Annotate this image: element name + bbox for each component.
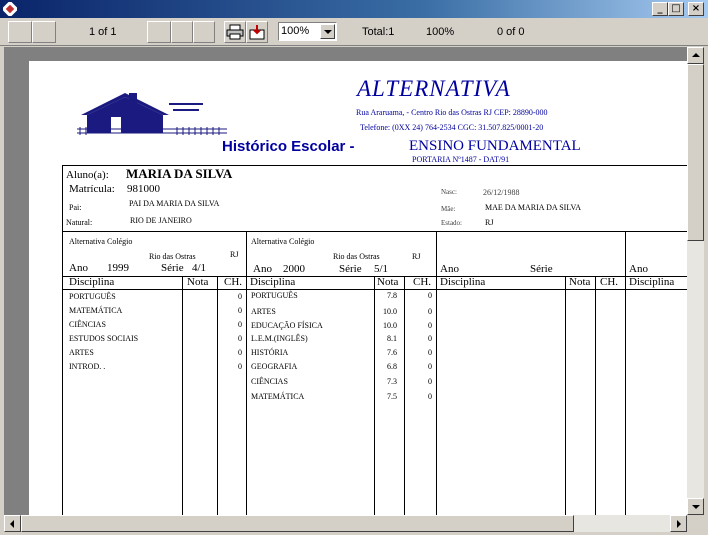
ch-header: CH.	[413, 276, 432, 288]
horizontal-scrollbar[interactable]	[4, 515, 687, 532]
subject-name: EDUCAÇÃO FÍSICA	[251, 321, 323, 330]
ano-label: Ano	[69, 262, 88, 274]
match-count: 0 of 0	[497, 26, 525, 38]
divider	[595, 276, 596, 515]
year-city: Rio das Ostras	[333, 252, 380, 261]
disciplina-header: Disciplina	[629, 276, 675, 288]
subject-ch: 0	[428, 321, 432, 330]
subject-name: INTROD. .	[69, 362, 106, 371]
subject-nota: 10.0	[383, 307, 397, 316]
subject-name: ARTES	[69, 348, 94, 357]
divider	[404, 276, 405, 515]
subject-name: MATEMÁTICA	[251, 392, 305, 401]
scroll-down-icon[interactable]	[687, 498, 704, 515]
house-logo	[77, 93, 227, 138]
pai-label: Pai:	[69, 203, 82, 212]
pai-value: PAI DA MARIA DA SILVA	[129, 199, 220, 208]
matricula-value: 981000	[127, 183, 160, 195]
subject-ch: 0	[428, 392, 432, 401]
scroll-corner	[687, 515, 704, 532]
divider	[62, 231, 687, 232]
horizontal-scroll-thumb[interactable]	[21, 515, 574, 532]
subject-nota: 8.1	[387, 334, 397, 343]
ano-label: Ano	[629, 263, 648, 275]
subject-name: ARTES	[251, 307, 276, 316]
nota-header: Nota	[187, 276, 209, 288]
stop-button[interactable]	[193, 21, 215, 43]
year-school: Alternativa Colégio	[251, 237, 315, 246]
total-label: Total:1	[362, 26, 395, 38]
subject-ch: 0	[428, 362, 432, 371]
close-button[interactable]	[688, 2, 704, 16]
divider	[374, 276, 375, 515]
report-preview	[4, 47, 687, 515]
natural-label: Natural:	[66, 218, 93, 227]
subject-ch: 0	[238, 348, 242, 357]
subject-ch: 0	[238, 292, 242, 301]
subject-ch: 0	[428, 377, 432, 386]
subject-ch: 0	[238, 306, 242, 315]
subject-name: GEOGRAFIA	[251, 362, 298, 371]
disciplina-header: Disciplina	[250, 276, 296, 288]
divider	[436, 231, 437, 515]
mae-label: Mãe:	[441, 205, 456, 213]
minimize-icon: _	[657, 3, 663, 14]
percent-label: 100%	[426, 26, 455, 38]
subject-ch: 0	[238, 320, 242, 329]
aluno-label: Aluno(a):	[66, 169, 109, 181]
previous-page-button[interactable]	[32, 21, 56, 43]
first-page-button[interactable]	[8, 21, 32, 43]
divider	[62, 165, 63, 515]
print-icon	[226, 24, 244, 40]
divider	[217, 276, 218, 515]
education-level: ENSINO FUNDAMENTAL	[409, 138, 581, 154]
disciplina-header: Disciplina	[69, 276, 115, 288]
scroll-up-icon[interactable]	[687, 47, 704, 64]
portaria: PORTARIA Nº1487 - DAT/91	[412, 155, 510, 164]
serie-label: Série	[161, 262, 184, 274]
ch-header: CH.	[224, 276, 243, 288]
subject-nota: 6.8	[387, 362, 397, 371]
ano-label: Ano	[440, 263, 459, 275]
serie-value: 5/1	[374, 263, 389, 275]
divider	[565, 276, 566, 515]
ano-label: Ano	[253, 263, 272, 275]
year-school: Alternativa Colégio	[69, 237, 133, 246]
subject-nota: 7.3	[387, 377, 397, 386]
student-name: MARIA DA SILVA	[126, 166, 233, 181]
close-icon: ×	[691, 3, 701, 14]
mae-value: MAE DA MARIA DA SILVA	[485, 203, 582, 212]
subject-name: PORTUGUÊS	[69, 292, 116, 301]
subject-ch: 0	[428, 348, 432, 357]
nota-header: Nota	[569, 276, 591, 288]
maximize-button[interactable]	[668, 2, 684, 16]
year-city: Rio das Ostras	[149, 252, 196, 261]
subject-name: ESTUDOS SOCIAIS	[69, 334, 139, 343]
disciplina-header: Disciplina	[440, 276, 486, 288]
nasc-label: Nasc:	[441, 188, 457, 196]
subject-name: PORTUGUÊS	[251, 291, 298, 300]
next-page-button[interactable]	[147, 21, 171, 43]
ano-value: 1999	[107, 262, 129, 274]
vertical-scroll-thumb[interactable]	[687, 64, 704, 241]
divider	[182, 276, 183, 515]
nasc-value: 26/12/1988	[483, 188, 520, 197]
subject-nota: 7.5	[387, 392, 397, 401]
school-name: ALTERNATIVA	[357, 76, 511, 101]
divider	[625, 231, 626, 515]
natural-value: RIO DE JANEIRO	[130, 216, 192, 225]
school-address: Rua Araruama, - Centro Rio das Ostras RJ CEP: 28890-000	[356, 108, 548, 117]
subject-ch: 0	[428, 334, 432, 343]
ano-value: 2000	[283, 263, 305, 275]
subject-ch: 0	[238, 362, 242, 371]
subject-name: L.E.M.(INGLÊS)	[251, 334, 308, 343]
maximize-icon: □	[671, 3, 681, 14]
export-button[interactable]	[246, 21, 268, 43]
vertical-scrollbar[interactable]	[687, 47, 704, 515]
subject-ch: 0	[428, 291, 432, 300]
estado-label: Estado:	[441, 219, 462, 227]
subject-ch: 0	[428, 307, 432, 316]
report-page	[29, 61, 687, 515]
ch-header: CH.	[600, 276, 619, 288]
subject-name: HISTÓRIA	[251, 348, 289, 357]
scroll-left-icon[interactable]	[4, 515, 21, 532]
estado-value: RJ	[485, 218, 494, 227]
toolbar	[0, 18, 708, 46]
serie-label: Série	[339, 263, 362, 275]
school-phone: Telefone: (0XX 24) 764-2534 CGC: 31.507.825/0001-20	[360, 123, 544, 132]
app-icon[interactable]	[3, 2, 17, 16]
serie-value: 4/1	[192, 262, 207, 274]
subject-name: CIÊNCIAS	[69, 320, 106, 329]
subject-nota: 7.6	[387, 348, 397, 357]
subject-nota: 10.0	[383, 321, 397, 330]
subject-name: MATEMÁTICA	[69, 306, 123, 315]
year-state: RJ	[230, 250, 239, 259]
scroll-right-icon[interactable]	[670, 515, 687, 532]
export-icon	[248, 24, 266, 40]
report-title: Histórico Escolar -	[222, 138, 355, 155]
chevron-down-icon[interactable]	[320, 24, 335, 39]
zoom-select[interactable]	[278, 22, 337, 41]
matricula-label: Matrícula:	[69, 183, 115, 195]
nota-header: Nota	[377, 276, 399, 288]
minimize-button[interactable]	[652, 2, 668, 16]
divider	[246, 231, 247, 515]
last-page-button[interactable]	[171, 21, 193, 43]
subject-nota: 7.8	[387, 291, 397, 300]
year-state: RJ	[412, 252, 421, 261]
subject-ch: 0	[238, 334, 242, 343]
page-indicator: 1 of 1	[89, 26, 117, 38]
subject-name: CIÊNCIAS	[251, 377, 288, 386]
print-button[interactable]	[224, 21, 246, 43]
title-bar	[0, 0, 708, 18]
serie-label: Série	[530, 263, 553, 275]
zoom-value: 100%	[281, 25, 310, 37]
